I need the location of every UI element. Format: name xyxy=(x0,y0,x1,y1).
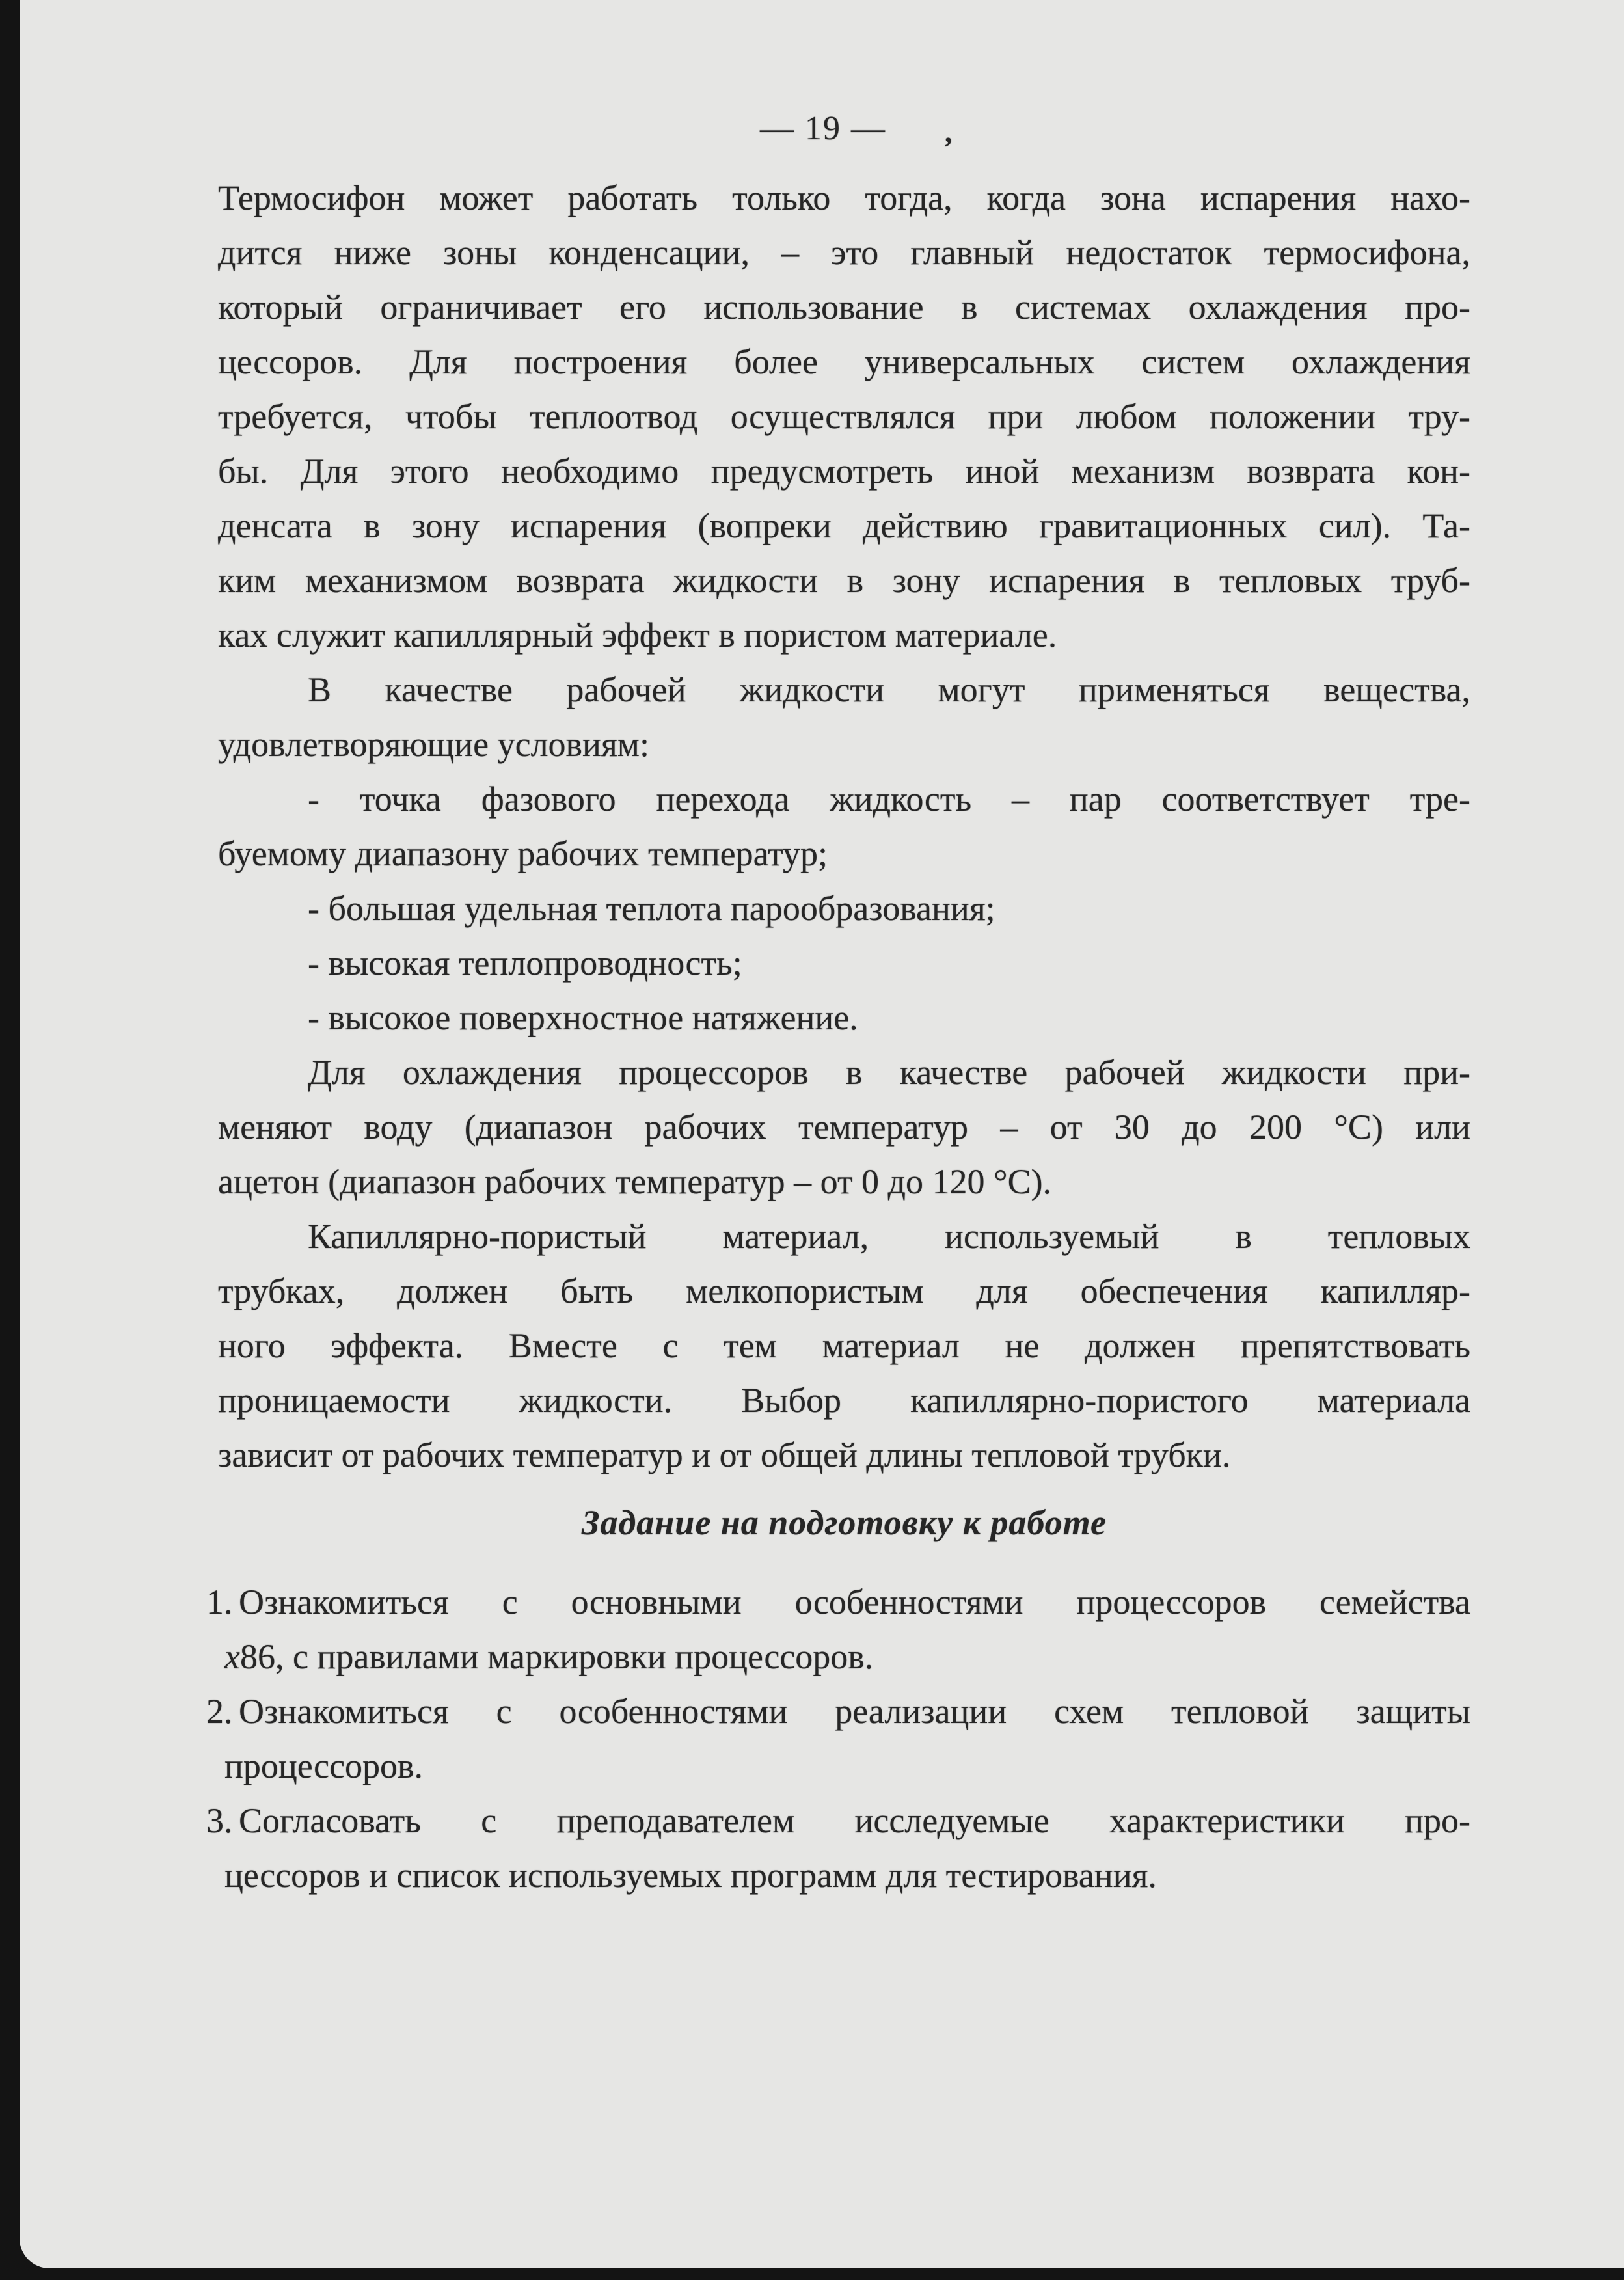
paragraph-line: ного эффекта. Вместе с тем материал не должен препятствовать xyxy=(218,1326,1470,1365)
task-number: 2. xyxy=(206,1692,233,1731)
paragraph-line: трубках, должен быть мелкопористым для обеспечения капилляр- xyxy=(218,1271,1470,1310)
paragraph-line: бы. Для этого необходимо предусмотреть иной механизм возврата кон- xyxy=(218,452,1470,491)
condition-list-line: - высокая теплопроводность; xyxy=(308,943,742,983)
body-text xyxy=(206,170,1470,1903)
task-list xyxy=(206,1575,1470,1903)
section-heading: Задание на подготовку к работе xyxy=(582,1503,1107,1542)
task-text-italic: х xyxy=(224,1637,240,1676)
task-number: 1. xyxy=(206,1582,233,1622)
paragraph-line: денсата в зону испарения (вопреки действию гравитационных сил). Та- xyxy=(218,506,1470,545)
task-text: Ознакомиться с основными особенностями процессоров семейства xyxy=(239,1582,1470,1622)
paragraph-line: меняют воду (диапазон рабочих температур – от 30 до 200 °С) или xyxy=(218,1107,1470,1147)
paragraph-line: ках служит капиллярный эффект в пористом материале. xyxy=(218,616,1057,655)
paragraph-line: Капиллярно-пористый материал, используемый в тепловых xyxy=(308,1217,1470,1256)
paragraph-line: В качестве рабочей жидкости могут применяться вещества, xyxy=(308,670,1470,709)
paragraph-line: Термосифон может работать только тогда, когда зона испарения нахо- xyxy=(218,178,1470,217)
paragraph-line: проницаемости жидкости. Выбор капиллярно-пористого материала xyxy=(218,1381,1470,1420)
task-line xyxy=(206,1629,1470,1684)
task-number: 3. xyxy=(206,1801,233,1840)
task-text: цессоров и список используемых программ для тестирования. xyxy=(224,1856,1157,1895)
paragraph-line: который ограничивает его использование в системах охлаждения про- xyxy=(218,288,1470,327)
paragraph-line: дится ниже зоны конденсации, – это главный недостаток термосифона, xyxy=(218,233,1470,272)
paragraph-line: Для охлаждения процессоров в качестве рабочей жидкости при- xyxy=(308,1053,1470,1092)
task-text: Согласовать с преподавателем исследуемые характеристики про- xyxy=(239,1801,1470,1840)
condition-list-line: - точка фазового перехода жидкость – пар соответствует тре- xyxy=(308,780,1470,819)
task-line xyxy=(206,1848,1470,1903)
task-line xyxy=(206,1739,1470,1793)
paragraph-line: ацетон (диапазон рабочих температур – от 0 до 120 °С). xyxy=(218,1162,1052,1201)
paragraph-line: зависит от рабочих температур и от общей длины тепловой трубки. xyxy=(218,1435,1231,1474)
condition-list-line: буемому диапазону рабочих температур; xyxy=(218,834,828,873)
task-line xyxy=(206,1684,1470,1739)
paragraph-line: цессоров. Для построения более универсальных систем охлаждения xyxy=(218,342,1470,381)
condition-list-line: - высокое поверхностное натяжение. xyxy=(308,998,858,1037)
task-line xyxy=(206,1793,1470,1848)
paragraph-line: ким механизмом возврата жидкости в зону испарения в тепловых труб- xyxy=(218,561,1470,600)
task-text: Ознакомиться с особенностями реализации схем тепловой защиты xyxy=(239,1692,1470,1731)
stray-ink-mark: , xyxy=(945,115,953,148)
page-number: — 19 — xyxy=(760,110,886,147)
condition-list-line: - большая удельная теплота парообразования; xyxy=(308,889,995,928)
task-text: процессоров. xyxy=(224,1746,424,1785)
paragraph-line: удовлетворяющие условиям: xyxy=(218,725,649,764)
task-text: 86, с правилами маркировки процессоров. xyxy=(239,1637,874,1676)
paragraph-line: требуется, чтобы теплоотвод осуществлялся при любом положении тру- xyxy=(218,397,1470,436)
task-line xyxy=(206,1575,1470,1629)
